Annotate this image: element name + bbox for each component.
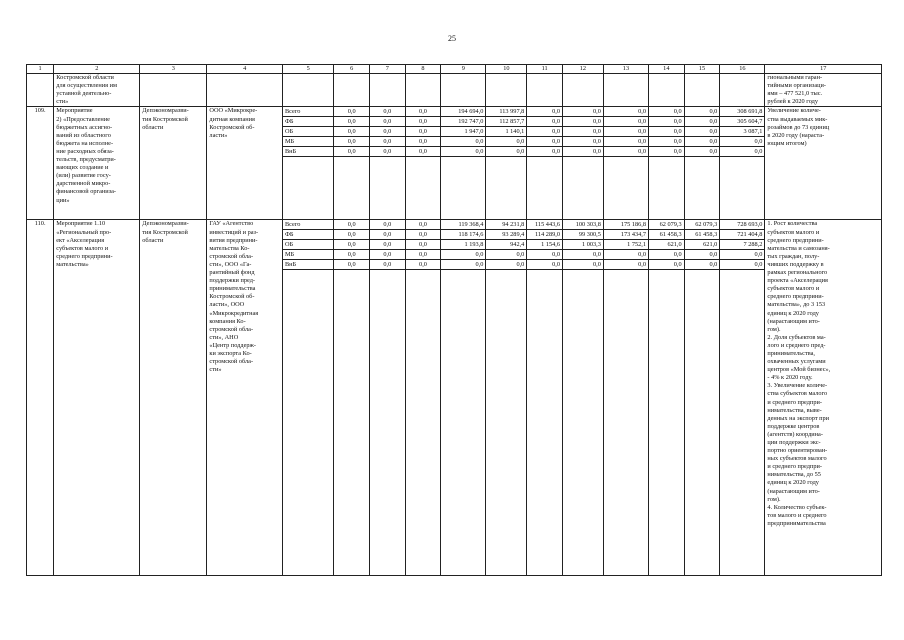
value: 0,0 [604, 260, 648, 270]
text-line: вития предприни- [209, 236, 258, 244]
value: 0,0 [370, 107, 405, 117]
year-values [370, 220, 406, 576]
executor [207, 220, 283, 576]
value: 118 174,6 [441, 230, 485, 240]
text-line: гом). [767, 495, 781, 503]
measure-row [27, 220, 882, 576]
text-line: в 2020 году (нараста- [767, 131, 825, 139]
text-line: сти», АНО [209, 333, 239, 341]
text-line: стромской обла- [209, 358, 254, 366]
column-number-row [27, 65, 882, 74]
text-line: ласти» [209, 131, 228, 139]
value: 0,0 [441, 147, 485, 157]
value: 0,0 [406, 240, 441, 250]
value: 0,0 [563, 127, 603, 137]
value: 0,0 [334, 260, 369, 270]
text-line: тия Костромской [142, 228, 188, 236]
value: 0,0 [406, 117, 441, 127]
value: 0,0 [486, 250, 526, 260]
empty-cell [441, 74, 486, 107]
empty-cell [603, 74, 648, 107]
text-line: среднего предприни- [767, 236, 824, 244]
value: 0,0 [720, 137, 764, 147]
column-number: 1 [27, 65, 54, 74]
empty-cell [527, 74, 563, 107]
value: 0,0 [334, 250, 369, 260]
text-line: единиц к 2020 году [767, 309, 819, 317]
funding-source: ФБ [283, 117, 333, 127]
text-line: 3. Увеличение количе- [767, 382, 828, 390]
value: 0,0 [527, 117, 562, 127]
text-line: ства выдаваемых мик- [767, 115, 828, 123]
value: 0,0 [563, 137, 603, 147]
column-number: 5 [282, 65, 333, 74]
value: 0,0 [334, 127, 369, 137]
executor [207, 107, 283, 220]
text-line: Депэкономразви- [142, 220, 189, 228]
text-line: денных на экспорт при [767, 414, 830, 422]
text-line: (агентств) координа- [767, 430, 823, 438]
column-number: 13 [603, 65, 648, 74]
value: 100 303,8 [563, 220, 603, 230]
text-line: рублей к 2020 году [767, 98, 819, 106]
value: 115 443,6 [527, 220, 562, 230]
text-line: - 4% к 2020 году. [767, 374, 813, 382]
value: 305 604,7 [720, 117, 764, 127]
value: 192 747,0 [441, 117, 485, 127]
value: 112 857,7 [486, 117, 526, 127]
text-line: области [142, 236, 164, 244]
measure-name [54, 220, 140, 576]
row-number-cell [27, 74, 54, 107]
value: 99 300,5 [563, 230, 603, 240]
text-line: уставной деятельно- [56, 90, 112, 98]
value: 0,0 [563, 117, 603, 127]
value: 0,0 [527, 107, 562, 117]
year-values [603, 107, 648, 220]
year-values [527, 220, 563, 576]
year-values [562, 107, 603, 220]
year-values [527, 107, 563, 220]
text-line: лого и среднего пред- [767, 341, 826, 349]
value: 0,0 [370, 117, 405, 127]
column-number: 9 [441, 65, 486, 74]
value: 0,0 [406, 107, 441, 117]
value: 0,0 [406, 147, 441, 157]
value: 1 140,1 [486, 127, 526, 137]
text-line: 4. Количество субъек- [767, 503, 827, 511]
text-line: инвестиций и раз- [209, 228, 259, 236]
funding-sources [282, 220, 333, 576]
text-line: гом). [767, 325, 781, 333]
value: 0,0 [370, 220, 405, 230]
column-number: 12 [562, 65, 603, 74]
value: 0,0 [563, 250, 603, 260]
column-number: 17 [765, 65, 882, 74]
text-line: центров «Мой бизнес», [767, 366, 831, 374]
text-line: тия Костромской [142, 115, 188, 123]
text-line: ваний из областного [56, 131, 111, 139]
funding-source: Всего [283, 107, 333, 117]
text-line: единиц к 2020 году [767, 479, 819, 487]
column-number: 14 [649, 65, 685, 74]
text-line: субъектов малого и [56, 244, 109, 252]
measure-row [27, 107, 882, 220]
text-line: среднего предприни- [56, 252, 113, 260]
text-line: поддержки пред- [209, 277, 255, 285]
value: 942,4 [486, 240, 526, 250]
text-line: нимательства, выве- [767, 406, 822, 414]
value: 0,0 [527, 137, 562, 147]
measure-name-continued [54, 74, 140, 107]
text-line: чивших поддержку в [767, 260, 824, 268]
page-number: 25 [448, 34, 456, 43]
value: 0,0 [527, 127, 562, 137]
empty-cell [486, 74, 527, 107]
text-line: Мероприятие [56, 107, 93, 115]
text-line: дитная компания [209, 115, 255, 123]
text-line: мательства и самозаня- [767, 244, 830, 252]
text-line: охваченных услугами [767, 358, 826, 366]
text-line: и среднего предпри- [767, 398, 822, 406]
text-line: мательства Ко- [209, 244, 250, 252]
text-line: (или) развитие госу- [56, 172, 111, 180]
responsible-body [140, 220, 207, 576]
empty-cell [370, 74, 406, 107]
value: 0,0 [370, 147, 405, 157]
value: 0,0 [720, 147, 764, 157]
value: 0,0 [649, 147, 684, 157]
text-line: для осуществления им [56, 82, 117, 90]
value: 0,0 [370, 240, 405, 250]
text-line: ями – 477 521,0 тыс. [767, 90, 823, 98]
value: 0,0 [563, 147, 603, 157]
value: 61 458,3 [685, 230, 720, 240]
year-values [649, 220, 685, 576]
funding-source: МБ [283, 137, 333, 147]
column-number: 6 [334, 65, 370, 74]
year-values [684, 107, 720, 220]
value: 0,0 [685, 250, 720, 260]
empty-cell [562, 74, 603, 107]
text-line: ООО «Микрокре- [209, 107, 258, 115]
value: 1 752,1 [604, 240, 648, 250]
text-line: области [142, 123, 164, 131]
value: 0,0 [685, 137, 720, 147]
column-number: 11 [527, 65, 563, 74]
column-number: 8 [405, 65, 441, 74]
text-line: принимательства [209, 285, 256, 293]
text-line: Депэкономразви- [142, 107, 189, 115]
value: 0,0 [334, 147, 369, 157]
row-number: 110. [27, 220, 54, 576]
value: 0,0 [334, 117, 369, 127]
value: 7 288,2 [720, 240, 764, 250]
text-line: (нарастающим ито- [767, 487, 820, 495]
value: 728 693,0 [720, 220, 764, 230]
column-number: 3 [140, 65, 207, 74]
value: 0,0 [604, 147, 648, 157]
funding-source: ВнБ [283, 147, 333, 157]
value: 93 289,4 [486, 230, 526, 240]
text-line: «Центр поддерж- [209, 341, 256, 349]
text-line: субъектов малого и [767, 285, 820, 293]
row-number: 109. [27, 107, 54, 220]
value: 0,0 [604, 137, 648, 147]
text-line: бюджетных ассигно- [56, 123, 113, 131]
empty-cell [334, 74, 370, 107]
year-values [603, 220, 648, 576]
text-line: ние расходных обяза- [56, 147, 114, 155]
text-line: портно ориентирован- [767, 447, 828, 455]
text-line: Увеличение количе- [767, 107, 821, 115]
value: 621,0 [685, 240, 720, 250]
text-line: стромской обла- [209, 325, 254, 333]
column-number: 10 [486, 65, 527, 74]
value: 0,0 [685, 107, 720, 117]
value: 0,0 [720, 260, 764, 270]
value: 1 947,0 [441, 127, 485, 137]
value: 0,0 [527, 250, 562, 260]
value: 0,0 [406, 260, 441, 270]
text-line: бюджета на исполне- [56, 139, 114, 147]
value: 62 079,3 [685, 220, 720, 230]
expected-result [765, 107, 882, 220]
text-line: тельств, предусматри- [56, 156, 116, 164]
text-line: рантийный фонд [209, 269, 255, 277]
value: 0,0 [563, 107, 603, 117]
value: 175 186,8 [604, 220, 648, 230]
value: 0,0 [334, 107, 369, 117]
text-line: ющим итогом) [767, 139, 807, 147]
value: 0,0 [649, 137, 684, 147]
value: 0,0 [527, 147, 562, 157]
value: 0,0 [406, 127, 441, 137]
year-values [649, 107, 685, 220]
value: 0,0 [370, 260, 405, 270]
value: 0,0 [685, 147, 720, 157]
funding-source: ФБ [283, 230, 333, 240]
text-line: сти», ООО «Га- [209, 260, 252, 268]
text-line: ГАУ «Агентство [209, 220, 254, 228]
year-values [441, 107, 486, 220]
text-line: дарственной микро- [56, 180, 111, 188]
value: 3 087,1 [720, 127, 764, 137]
text-line: Костромской об- [209, 123, 255, 131]
responsible-body [140, 107, 207, 220]
column-number: 4 [207, 65, 283, 74]
text-line: тов малого и среднего [767, 511, 827, 519]
year-values [334, 107, 370, 220]
text-line: финансовой организа- [56, 188, 117, 196]
value: 1 193,8 [441, 240, 485, 250]
text-line: розаймов до 73 единиц [767, 123, 830, 131]
text-line: ки экспорта Ко- [209, 349, 252, 357]
text-line: Костромской об- [209, 293, 255, 301]
value: 0,0 [527, 260, 562, 270]
value: 0,0 [604, 127, 648, 137]
continuation-row [27, 74, 882, 107]
value: 0,0 [334, 230, 369, 240]
value: 173 434,7 [604, 230, 648, 240]
measures-table [26, 64, 882, 576]
value: 1 003,3 [563, 240, 603, 250]
text-line: 1. Рост количества [767, 220, 818, 228]
year-values [441, 220, 486, 576]
value: 0,0 [649, 250, 684, 260]
value: 0,0 [685, 260, 720, 270]
value: 0,0 [370, 127, 405, 137]
empty-cell [140, 74, 207, 107]
value: 0,0 [685, 127, 720, 137]
value: 0,0 [370, 137, 405, 147]
value: 94 231,8 [486, 220, 526, 230]
funding-source: ОБ [283, 240, 333, 250]
text-line: компания Ко- [209, 317, 246, 325]
value: 0,0 [685, 117, 720, 127]
empty-cell [282, 74, 333, 107]
text-line: ных субъектов малого [767, 455, 827, 463]
value: 0,0 [649, 127, 684, 137]
text-line: тых граждан, полу- [767, 252, 820, 260]
value: 0,0 [649, 107, 684, 117]
value: 0,0 [334, 137, 369, 147]
year-values [405, 107, 441, 220]
year-values [720, 107, 765, 220]
year-values [486, 107, 527, 220]
text-line: тийными организаци- [767, 82, 826, 90]
value: 1 154,6 [527, 240, 562, 250]
value: 0,0 [406, 137, 441, 147]
text-line: ства субъектов малого [767, 390, 828, 398]
value: 0,0 [406, 220, 441, 230]
funding-source: ОБ [283, 127, 333, 137]
text-line: рамках регионального [767, 269, 828, 277]
year-values [370, 107, 406, 220]
value: 0,0 [604, 117, 648, 127]
year-values [486, 220, 527, 576]
text-line: Мероприятие 1.10 [56, 220, 106, 228]
text-line: 2. Доля субъектов ма- [767, 333, 826, 341]
funding-sources [282, 107, 333, 220]
column-number: 16 [720, 65, 765, 74]
value: 0,0 [649, 260, 684, 270]
text-line: поддержке центров [767, 422, 820, 430]
measure-name [54, 107, 140, 220]
text-line: сти» [56, 98, 69, 106]
text-line: 2) «Предоставление [56, 115, 110, 123]
value: 194 694,0 [441, 107, 485, 117]
text-line: ект «Акселерация [56, 236, 105, 244]
value: 0,0 [649, 117, 684, 127]
value: 0,0 [370, 250, 405, 260]
funding-source: МБ [283, 250, 333, 260]
text-line: субъектов малого и [767, 228, 820, 236]
text-line: среднего предприни- [767, 293, 824, 301]
empty-cell [405, 74, 441, 107]
text-line: Костромской области [56, 74, 114, 82]
value: 0,0 [486, 260, 526, 270]
value: 0,0 [604, 107, 648, 117]
text-line: «Микрокредитная [209, 309, 259, 317]
value: 0,0 [441, 250, 485, 260]
value: 0,0 [720, 250, 764, 260]
value: 0,0 [406, 250, 441, 260]
value: 621,0 [649, 240, 684, 250]
year-values [405, 220, 441, 576]
text-line: нимательства, до 55 [767, 471, 821, 479]
value: 114 289,0 [527, 230, 562, 240]
value: 0,0 [604, 250, 648, 260]
text-line: сти» [209, 366, 222, 374]
year-values [562, 220, 603, 576]
column-number: 15 [684, 65, 720, 74]
funding-source: ВнБ [283, 260, 333, 270]
text-line: ции поддержки экс- [767, 439, 821, 446]
expected-result [765, 220, 882, 576]
value: 0,0 [441, 137, 485, 147]
value: 119 368,4 [441, 220, 485, 230]
text-line: гиональными гаран- [767, 74, 823, 82]
year-values [684, 220, 720, 576]
value: 0,0 [441, 260, 485, 270]
result-continued [765, 74, 882, 107]
text-line: стромской обла- [209, 252, 254, 260]
value: 0,0 [334, 240, 369, 250]
value: 308 691,8 [720, 107, 764, 117]
value: 0,0 [563, 260, 603, 270]
value: 62 079,3 [649, 220, 684, 230]
text-line: принимательства, [767, 349, 815, 357]
empty-cell [649, 74, 685, 107]
column-number: 2 [54, 65, 140, 74]
funding-source: Всего [283, 220, 333, 230]
text-line: вающих создание и [56, 164, 109, 172]
text-line: мательства», до 3 153 [767, 301, 826, 309]
value: 0,0 [486, 137, 526, 147]
value: 0,0 [486, 147, 526, 157]
year-values [720, 220, 765, 576]
text-line: ции» [56, 196, 70, 204]
value: 721 404,8 [720, 230, 764, 240]
value: 0,0 [334, 220, 369, 230]
text-line: (нарастающим ито- [767, 317, 820, 325]
empty-cell [207, 74, 283, 107]
text-line: мательства» [56, 260, 89, 268]
text-line: ласти», ООО [209, 301, 245, 309]
text-line: проекта «Акселерация [767, 277, 828, 285]
text-line: и среднего предпри- [767, 463, 822, 471]
empty-cell [684, 74, 720, 107]
column-number: 7 [370, 65, 406, 74]
text-line: предпринимательства [767, 519, 826, 527]
value: 113 997,8 [486, 107, 526, 117]
value: 0,0 [406, 230, 441, 240]
year-values [334, 220, 370, 576]
empty-cell [720, 74, 765, 107]
text-line: «Региональный про- [56, 228, 112, 236]
value: 61 458,3 [649, 230, 684, 240]
value: 0,0 [370, 230, 405, 240]
